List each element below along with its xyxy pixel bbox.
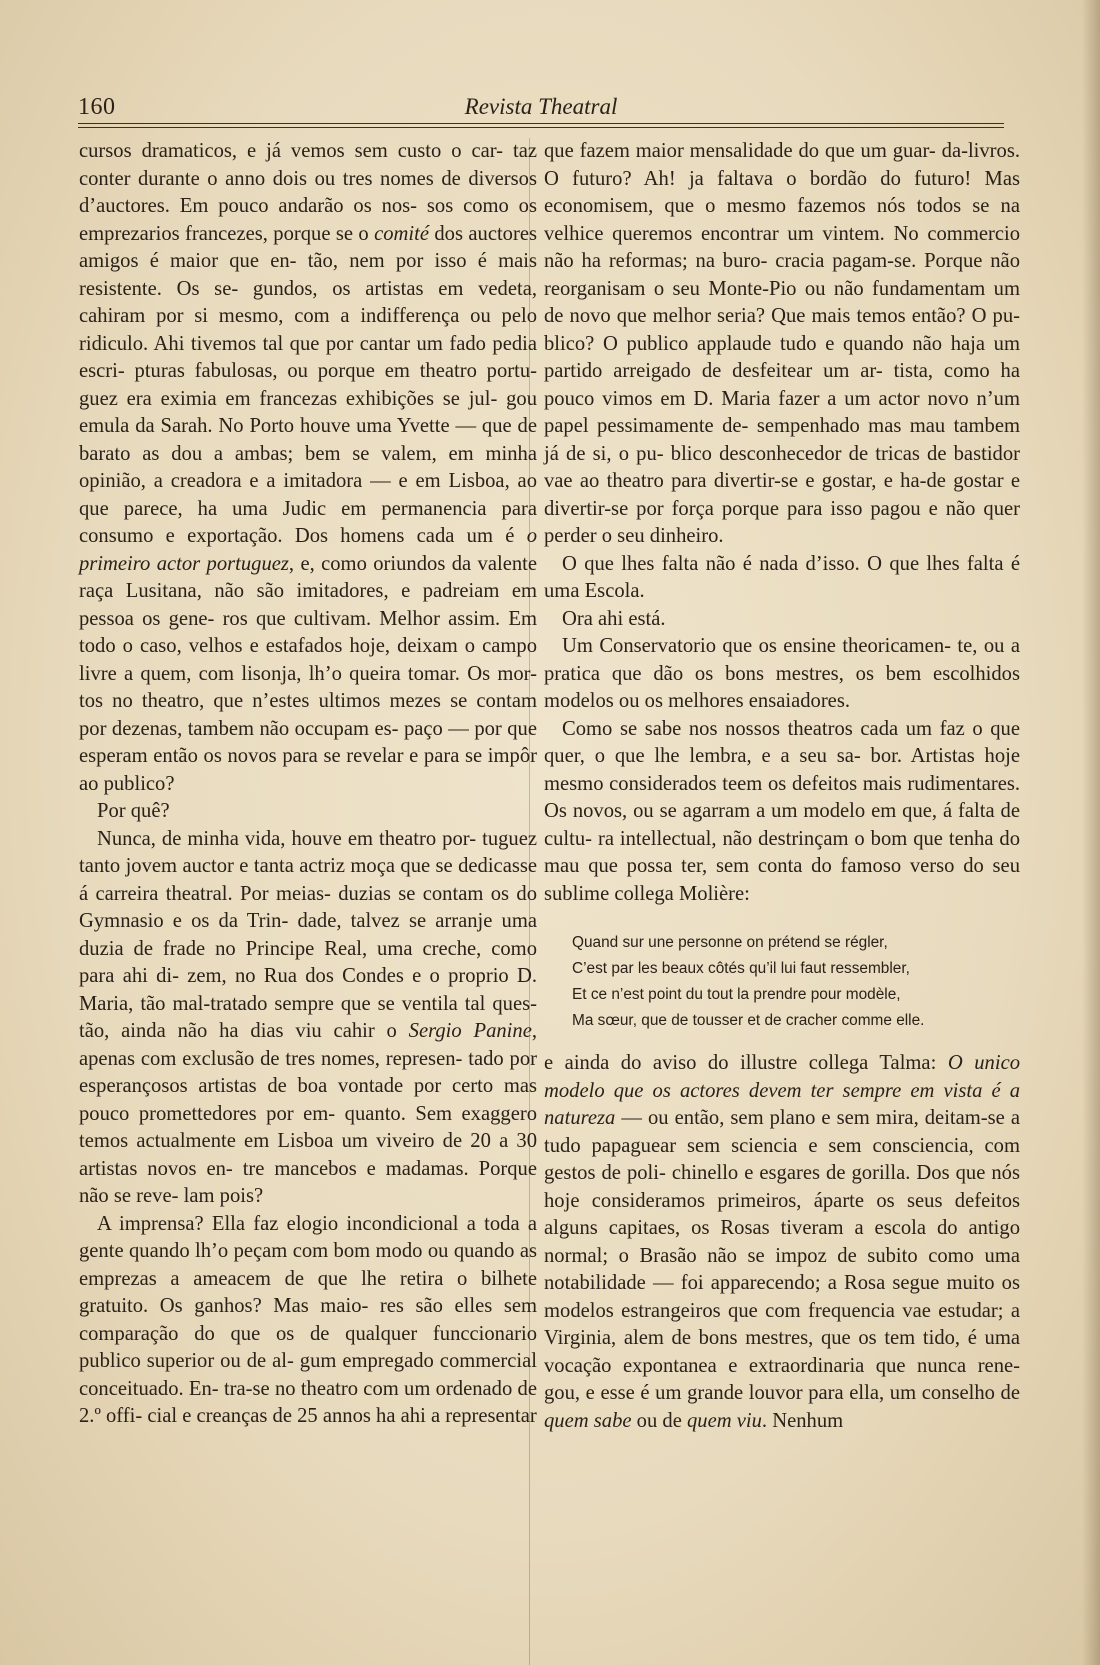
paragraph: cursos dramaticos, e já vemos sem custo o car- taz conter durante o anno dois ou tres nomes de diversos d’auctores. Em pouco andarão os nos- sos como os emprezarios francezes, porque se o comité dos auctores amigos é maior que en- tão, nem por isso é mais resistente. Os se- gundos, os artistas em vedeta, cahiram por si mesmo, com a indifferença ou pelo ridiculo. Ahi tivemos tal que por cantar um fado pedia escri- pturas fabulosas, ou porque em theatro portu- guez era eximia em francezas exhibições se jul- gou emula da Sarah. No Porto houve uma Yvette — que de barato as dou a ambas; bem se valem, em minha opinião, a creadora e a imitadora — e em Lisboa, ao que parece, ha uma Judic em permanencia para consumo e exportação. Dos homens cada um é o primeiro actor portuguez, e, como oriundos da valente raça Lusitana, não são imitadores, e padreiam em pessoa os gene- ros que cultivam. Melhor assim. Em todo o caso, velhos e estafados hoje, deixam o campo livre a quem, com lisonja, lh’o queira tomar. Os mor- tos no theatro, que n’estes ultimos mezes se contam por dezenas, tambem não occupam es- paço — por que esperam então os novos para se revelar e para se impôr ao publico? bbox=[79, 140, 537, 795]
verse-line: Et ce n’est point du tout la prendre pour modèle, bbox=[572, 986, 901, 1003]
verse-quotation bbox=[572, 930, 1020, 1034]
left-column bbox=[79, 138, 537, 1431]
header-rule-top bbox=[78, 123, 1004, 124]
italic-phrase: o primeiro actor portuguez bbox=[79, 525, 537, 575]
italic-title: Sergio Panine bbox=[408, 1020, 532, 1042]
paragraph: Um Conservatorio que os ensine theoricamen- te, ou a pratica que dão os bons mestres, os bem escolhidos modelos ou os melhores ensaiadores. bbox=[544, 635, 1020, 712]
italic-phrase: quem viu bbox=[687, 1409, 762, 1432]
page-number: 160 bbox=[78, 94, 116, 120]
paragraph: Por quê? bbox=[97, 800, 170, 822]
italic-quote: O unico modelo que os actores devem ter sempre em vista é a natureza bbox=[544, 1052, 1021, 1129]
paragraph: Como se sabe nos nossos theatros cada um faz o que quer, o que lhe lembra, e a seu sa- bor. Artistas hoje mesmo considerados teem os defeitos mais rudimentares. Os novos, ou se agarram a um modelo em que, á falta de cultu- ra intellectual, não destrinçam o bom que tenha do mau que possa ter, sem conta do famoso verso do seu sublime collega Molière: bbox=[544, 717, 1020, 905]
verse-line: C’est par les beaux côtés qu’il lui faut ressembler, bbox=[572, 960, 910, 977]
italic-term: comité bbox=[374, 222, 429, 245]
paragraph: Nunca, de minha vida, houve em theatro por- tuguez tanto jovem auctor e tanta actriz moça que se dedicasse á carreira theatral. Por meias- duzias se contam os do Gymnasio e os da Trin- dade, talvez se arranje uma duzia de frade no Principe Real, uma creche, como para ahi di- zem, no Rua dos Condes e o proprio D. Maria, tão mal-tratado sempre que se ventila tal ques- tão, ainda não ha dias viu cahir o Sergio Panine, apenas com exclusão de tres nomes, represen- tado por esperançosos artistas de boa vontade por certo mas pouco promettedores por em- quanto. Sem exaggero temos actualmente em Lisboa um viveiro de 20 a 30 artistas novos en- tre mancebos e madamas. Porque não se reve- lam pois? bbox=[79, 827, 537, 1207]
paragraph: que fazem maior mensalidade do que um guar- da-livros. O futuro? Ah! ja faltava o bordão do futuro! Mas economisem, que o mesmo fazemos nós todos se na velhice queremos encontrar um vintem. No commercio não ha reformas; na buro- cracia pagam-se. Porque não reorganisam o seu Monte-Pio ou não fundamentam um de novo que melhor seria? Que mais temos então? O pu- blico? O publico applaude tudo e quando não haja um partido arreigado de desfeitear um ar- tista, como ha pouco vimos em D. Maria fazer a um actor novo n’um papel pessimamente de- sempenhado mas mau tambem já de si, o pu- blico desconhecedor de tricas de bastidor vae ao theatro para divertir-se e gostar, e ha-de gostar e divertir-se por força porque para isso pagou e não quer perder o seu dinheiro. bbox=[544, 140, 1020, 547]
column-divider bbox=[529, 138, 530, 1665]
paragraph: O que lhes falta não é nada d’isso. O que lhes falta é uma Escola. bbox=[544, 552, 1020, 602]
italic-phrase: quem sabe bbox=[544, 1409, 632, 1432]
paragraph: A imprensa? Ella faz elogio incondicional a toda a gente quando lh’o peçam com bom modo ou quando as emprezas a ameacem de que lhe retira o bilhete gratuito. Os ganhos? Mas maio- res são elles sem comparação do que os de qualquer funccionario publico superior ou de al- gum empregado commercial conceituado. En- tra-se no theatro com um ordenado de 2.º offi- cial e creanças de 25 annos ha ahi a representar bbox=[79, 1212, 537, 1427]
header-rule-bottom bbox=[78, 127, 1004, 128]
verse-line: Ma sœur, que de tousser et de cracher comme elle. bbox=[572, 1012, 925, 1029]
page-edge-shadow bbox=[1082, 0, 1100, 1665]
paragraph: Ora ahi está. bbox=[562, 607, 666, 630]
right-column bbox=[544, 138, 1020, 1435]
paragraph: e ainda do aviso do illustre collega Talma: O unico modelo que os actores devem ter sempre em vista é a natureza — ou então, sem plano e sem mira, deitam-se a tudo papaguear sem sciencia e sem consciencia, com gestos de poli- chinello e esgares de gorilla. Dos que nós hoje consideramos primeiros, áparte os seus defeitos alguns capitaes, os Rosas tiveram a escola do antigo normal; o Brasão não se impoz de subito como uma notabilidade — foi apparecendo; a Rosa segue muito os modelos estrangeiros que com frequencia vae estudar; a Virginia, alem de bons mestres, que os tem tido, é uma vocação expontanea e extraordinaria que nunca rene- gou, e esse é um grande louvor para ella, um conselho de quem sabe ou de quem viu. Nenhum bbox=[544, 1052, 1021, 1432]
running-title: Revista Theatral bbox=[464, 94, 618, 119]
verse-line: Quand sur une personne on prétend se régler, bbox=[572, 934, 888, 951]
